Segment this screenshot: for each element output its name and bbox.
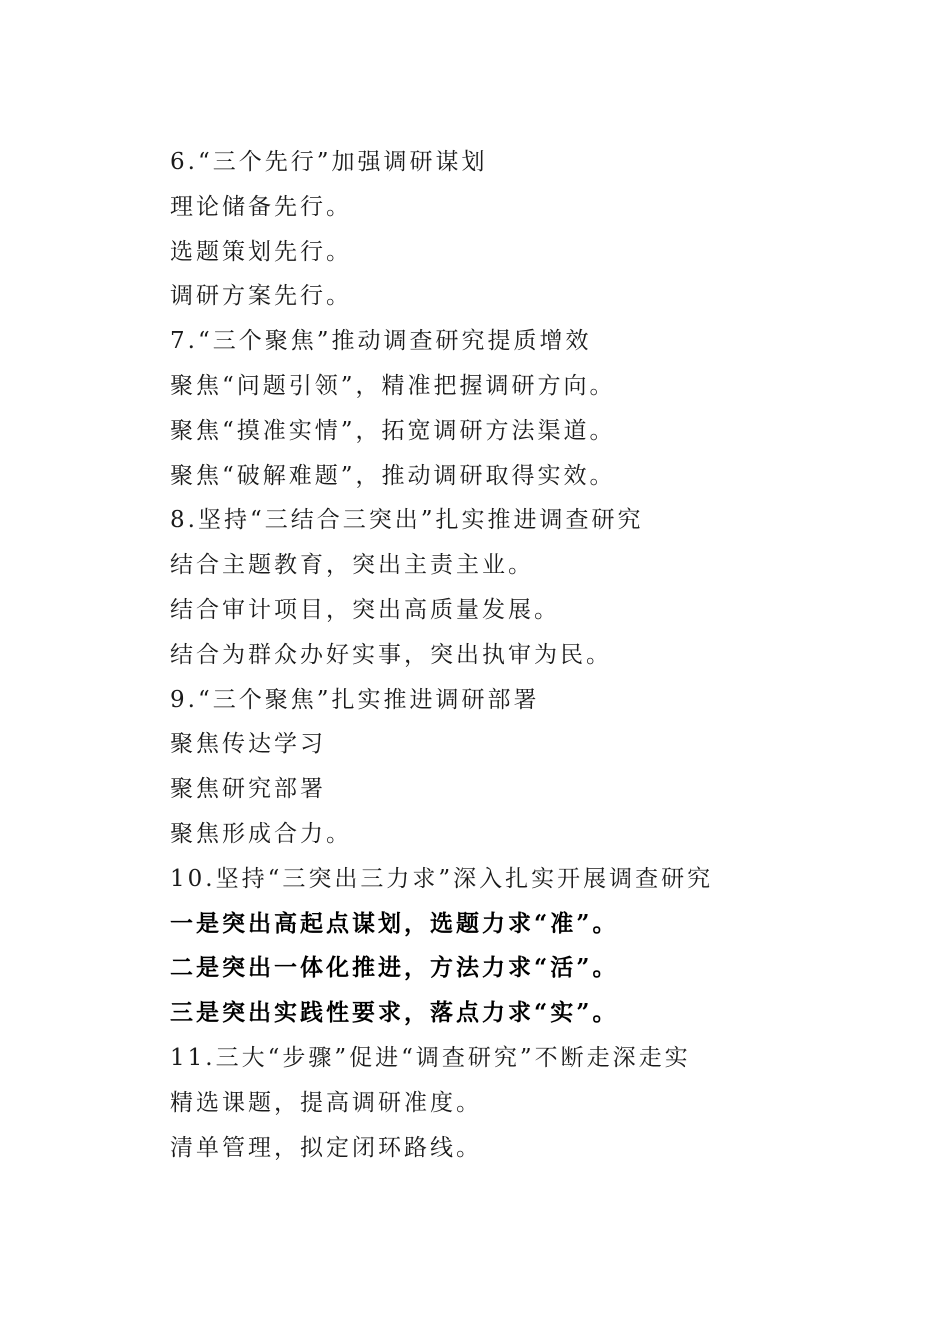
- bold-list-item: 二是突出一体化推进，方法力求“活”。: [170, 954, 619, 982]
- list-item: 聚焦形成合力。: [170, 820, 352, 847]
- list-item: 清单管理，拟定闭环路线。: [170, 1134, 482, 1161]
- heading-7: 7.“三个聚焦”推动调查研究提质增效: [170, 328, 592, 355]
- list-item: 结合主题教育，突出主责主业。: [170, 552, 534, 579]
- heading-11: 11.三大“步骤”促进“调查研究”不断走深走实: [170, 1044, 691, 1071]
- list-item: 精选课题，提高调研准度。: [170, 1089, 482, 1116]
- list-item: 结合为群众办好实事，突出执审为民。: [170, 641, 612, 668]
- heading-10: 10.坚持“三突出三力求”深入扎实开展调查研究: [170, 865, 714, 892]
- list-item: 聚焦“破解难题”，推动调研取得实效。: [170, 462, 616, 489]
- list-item: 理论储备先行。: [170, 193, 352, 220]
- list-item: 聚焦“摸准实情”，拓宽调研方法渠道。: [170, 417, 616, 444]
- bold-list-item: 一是突出高起点谋划，选题力求“准”。: [170, 909, 619, 937]
- document-body: [170, 140, 770, 1170]
- heading-9: 9.“三个聚焦”扎实推进调研部署: [170, 686, 540, 713]
- list-item: 聚焦“问题引领”，精准把握调研方向。: [170, 372, 616, 399]
- heading-6: 6.“三个先行”加强调研谋划: [170, 149, 488, 175]
- heading-8: 8.坚持“三结合三突出”扎实推进调查研究: [170, 507, 644, 534]
- list-item: 聚焦研究部署: [170, 776, 326, 803]
- list-item: 调研方案先行。: [170, 283, 352, 310]
- list-item: 聚焦传达学习: [170, 731, 326, 758]
- list-item: 选题策划先行。: [170, 238, 352, 265]
- list-item: 结合审计项目，突出高质量发展。: [170, 596, 560, 623]
- bold-list-item: 三是突出实践性要求，落点力求“实”。: [170, 999, 619, 1027]
